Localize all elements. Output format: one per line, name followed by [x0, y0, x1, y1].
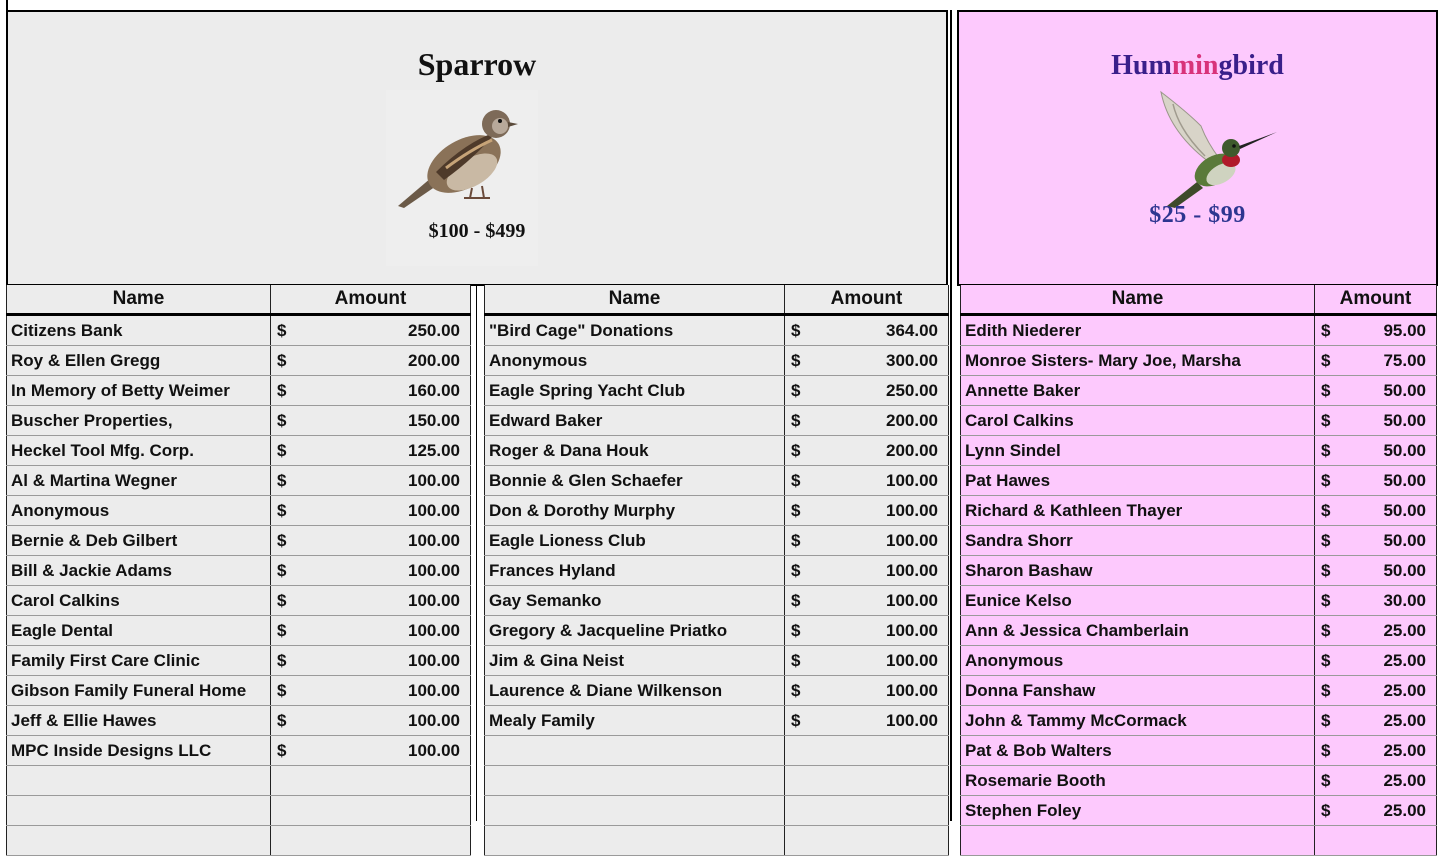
- amount-value: 50.00: [1383, 470, 1426, 490]
- table-row: [7, 796, 471, 826]
- currency-symbol: $: [1321, 471, 1331, 490]
- currency-symbol: $: [277, 711, 287, 730]
- table-row: [485, 646, 949, 676]
- donation-amount: [785, 526, 949, 556]
- donation-amount: [1315, 826, 1437, 856]
- amount-value: 100.00: [886, 590, 938, 610]
- currency-symbol: $: [277, 741, 287, 760]
- donation-amount: [271, 556, 471, 586]
- currency-symbol: $: [791, 381, 801, 400]
- donation-amount: [785, 796, 949, 826]
- table-row: [961, 706, 1437, 736]
- table-row: [7, 676, 471, 706]
- donor-name: Eagle Lioness Club: [485, 526, 785, 556]
- amount-value: 50.00: [1383, 440, 1426, 460]
- sparrow-banner: [6, 10, 948, 286]
- amount-value: 125.00: [408, 440, 460, 460]
- amount-value: 50.00: [1383, 410, 1426, 430]
- donation-amount: [1315, 586, 1437, 616]
- donation-amount: [271, 736, 471, 766]
- donation-amount: [1315, 616, 1437, 646]
- donation-amount: [785, 496, 949, 526]
- table-row: [485, 315, 949, 346]
- donation-amount: [785, 646, 949, 676]
- donor-name: Eunice Kelso: [961, 586, 1315, 616]
- donation-amount: [785, 315, 949, 346]
- donation-amount: [1315, 676, 1437, 706]
- donor-name: Donna Fanshaw: [961, 676, 1315, 706]
- hummingbird-title-part-3: gbird: [1218, 50, 1284, 81]
- amount-value: 100.00: [408, 470, 460, 490]
- donation-amount: [271, 616, 471, 646]
- amount-value: 100.00: [886, 620, 938, 640]
- currency-symbol: $: [277, 351, 287, 370]
- donor-name: Gregory & Jacqueline Priatko: [485, 616, 785, 646]
- donation-amount: [1315, 556, 1437, 586]
- column-header-name: Name: [961, 285, 1315, 315]
- amount-value: 50.00: [1383, 380, 1426, 400]
- donor-name: [485, 796, 785, 826]
- column-header-name: Name: [7, 285, 271, 315]
- donor-name: Don & Dorothy Murphy: [485, 496, 785, 526]
- donor-name: Anonymous: [961, 646, 1315, 676]
- hummingbird-title-part-1: Hum: [1111, 50, 1172, 81]
- donor-name: Family First Care Clinic: [7, 646, 271, 676]
- sparrow-title: Sparrow: [417, 46, 537, 82]
- donor-name: Carol Calkins: [7, 586, 271, 616]
- amount-value: 250.00: [886, 380, 938, 400]
- donor-name: Annette Baker: [961, 376, 1315, 406]
- table-row: [961, 796, 1437, 826]
- table-row: [961, 496, 1437, 526]
- currency-symbol: $: [277, 561, 287, 580]
- table-row: [961, 406, 1437, 436]
- donation-amount: [785, 766, 949, 796]
- column-header-amount: Amount: [271, 285, 471, 315]
- donor-name: Buscher Properties,: [7, 406, 271, 436]
- table-row: [485, 736, 949, 766]
- currency-symbol: $: [791, 591, 801, 610]
- table-row: [485, 346, 949, 376]
- donation-amount: [785, 436, 949, 466]
- donor-name: Ann & Jessica Chamberlain: [961, 616, 1315, 646]
- table-row: [7, 706, 471, 736]
- donation-amount: [785, 466, 949, 496]
- donor-name: Bernie & Deb Gilbert: [7, 526, 271, 556]
- amount-value: 200.00: [886, 410, 938, 430]
- donation-amount: [1315, 796, 1437, 826]
- currency-symbol: $: [1321, 711, 1331, 730]
- donation-amount: [271, 796, 471, 826]
- donor-name: [485, 826, 785, 856]
- donor-name: Carol Calkins: [961, 406, 1315, 436]
- amount-value: 95.00: [1383, 320, 1426, 340]
- donor-name: Eagle Dental: [7, 616, 271, 646]
- currency-symbol: $: [277, 381, 287, 400]
- currency-symbol: $: [277, 591, 287, 610]
- amount-value: 50.00: [1383, 500, 1426, 520]
- donation-amount: [1315, 736, 1437, 766]
- table-row: [485, 826, 949, 856]
- hummingbird-price-range: $25 - $99: [1149, 202, 1246, 228]
- amount-value: 25.00: [1383, 650, 1426, 670]
- donor-name: Al & Martina Wegner: [7, 466, 271, 496]
- donation-amount: [785, 826, 949, 856]
- donation-amount: [785, 676, 949, 706]
- donation-amount: [1315, 526, 1437, 556]
- donor-name: Edith Niederer: [961, 315, 1315, 346]
- donor-name: Anonymous: [485, 346, 785, 376]
- currency-symbol: $: [1321, 681, 1331, 700]
- table-row: [961, 556, 1437, 586]
- donor-name: Pat & Bob Walters: [961, 736, 1315, 766]
- amount-value: 25.00: [1383, 770, 1426, 790]
- donation-amount: [785, 706, 949, 736]
- donor-name: Mealy Family: [485, 706, 785, 736]
- table-row: [961, 346, 1437, 376]
- table-row: [961, 376, 1437, 406]
- donor-name: [961, 826, 1315, 856]
- table-row: [961, 826, 1437, 856]
- donation-amount: [1315, 466, 1437, 496]
- hummingbird-image: [959, 12, 1436, 284]
- donation-amount: [271, 706, 471, 736]
- table-row: [485, 466, 949, 496]
- donation-amount: [271, 406, 471, 436]
- hummingbird-title-part-2: min: [1171, 50, 1219, 81]
- hummingbird-table: [960, 285, 1437, 856]
- amount-value: 364.00: [886, 320, 938, 340]
- donation-amount: [271, 315, 471, 346]
- currency-symbol: $: [791, 411, 801, 430]
- column-header-amount: Amount: [1315, 285, 1437, 315]
- donor-name: Frances Hyland: [485, 556, 785, 586]
- donation-amount: [1315, 376, 1437, 406]
- donor-name: Edward Baker: [485, 406, 785, 436]
- donor-name: [7, 766, 271, 796]
- currency-symbol: $: [1321, 321, 1331, 340]
- currency-symbol: $: [1321, 531, 1331, 550]
- donation-amount: [271, 766, 471, 796]
- amount-value: 25.00: [1383, 800, 1426, 820]
- currency-symbol: $: [1321, 561, 1331, 580]
- table-row: [7, 496, 471, 526]
- table-row: [961, 586, 1437, 616]
- amount-value: 100.00: [886, 680, 938, 700]
- table-row: [961, 676, 1437, 706]
- table-row: [485, 496, 949, 526]
- donor-name: Roy & Ellen Gregg: [7, 346, 271, 376]
- donor-name: Gay Semanko: [485, 586, 785, 616]
- amount-value: 100.00: [886, 530, 938, 550]
- donor-name: [485, 766, 785, 796]
- amount-value: 100.00: [408, 710, 460, 730]
- table-row: [7, 406, 471, 436]
- donor-name: MPC Inside Designs LLC: [7, 736, 271, 766]
- donation-amount: [1315, 346, 1437, 376]
- table-row: [7, 376, 471, 406]
- donor-name: Rosemarie Booth: [961, 766, 1315, 796]
- table-row: [961, 616, 1437, 646]
- sparrow-bird-image: [8, 12, 946, 284]
- table-row: [7, 586, 471, 616]
- currency-symbol: $: [277, 681, 287, 700]
- donation-amount: [271, 646, 471, 676]
- amount-value: 100.00: [408, 650, 460, 670]
- table-row: [485, 586, 949, 616]
- amount-value: 300.00: [886, 350, 938, 370]
- amount-value: 100.00: [408, 500, 460, 520]
- donor-name: Sandra Shorr: [961, 526, 1315, 556]
- table-row: [961, 526, 1437, 556]
- donation-amount: [1315, 496, 1437, 526]
- amount-value: 160.00: [408, 380, 460, 400]
- donation-amount: [785, 406, 949, 436]
- donation-amount: [785, 586, 949, 616]
- table-row: [485, 436, 949, 466]
- donor-name: Lynn Sindel: [961, 436, 1315, 466]
- table-row: [7, 466, 471, 496]
- table-row: [485, 796, 949, 826]
- currency-symbol: $: [1321, 411, 1331, 430]
- sparrow-table-1: [6, 285, 471, 856]
- table-row: [485, 376, 949, 406]
- hummingbird-banner: [957, 10, 1438, 286]
- currency-symbol: $: [791, 471, 801, 490]
- currency-symbol: $: [1321, 501, 1331, 520]
- donation-amount: [271, 496, 471, 526]
- amount-value: 100.00: [408, 680, 460, 700]
- column-divider: [476, 285, 477, 821]
- currency-symbol: $: [791, 321, 801, 340]
- donation-amount: [1315, 706, 1437, 736]
- currency-symbol: $: [791, 561, 801, 580]
- donation-amount: [1315, 315, 1437, 346]
- currency-symbol: $: [791, 441, 801, 460]
- currency-symbol: $: [277, 621, 287, 640]
- table-row: [961, 646, 1437, 676]
- donor-name: [7, 796, 271, 826]
- table-row: [485, 706, 949, 736]
- column-header-name: Name: [485, 285, 785, 315]
- sparrow-table-2: [484, 285, 949, 856]
- amount-value: 100.00: [408, 530, 460, 550]
- table-row: [961, 315, 1437, 346]
- currency-symbol: $: [1321, 591, 1331, 610]
- donation-amount: [271, 376, 471, 406]
- donation-amount: [785, 376, 949, 406]
- table-row: [961, 466, 1437, 496]
- amount-value: 50.00: [1383, 560, 1426, 580]
- column-header-amount: Amount: [785, 285, 949, 315]
- amount-value: 25.00: [1383, 710, 1426, 730]
- currency-symbol: $: [1321, 621, 1331, 640]
- donor-name: Laurence & Diane Wilkenson: [485, 676, 785, 706]
- amount-value: 75.00: [1383, 350, 1426, 370]
- donor-name: Stephen Foley: [961, 796, 1315, 826]
- table-row: [7, 826, 471, 856]
- donation-amount: [271, 826, 471, 856]
- amount-value: 250.00: [408, 320, 460, 340]
- currency-symbol: $: [277, 321, 287, 340]
- donor-name: "Bird Cage" Donations: [485, 315, 785, 346]
- donation-amount: [1315, 646, 1437, 676]
- donation-amount: [271, 586, 471, 616]
- amount-value: 100.00: [408, 740, 460, 760]
- donation-amount: [271, 436, 471, 466]
- amount-value: 200.00: [886, 440, 938, 460]
- separator-line: [950, 10, 952, 821]
- donation-amount: [271, 466, 471, 496]
- donation-amount: [1315, 406, 1437, 436]
- table-row: [961, 766, 1437, 796]
- table-row: [485, 526, 949, 556]
- donor-name: Pat Hawes: [961, 466, 1315, 496]
- table-row: [485, 676, 949, 706]
- table-row: [7, 436, 471, 466]
- currency-symbol: $: [791, 711, 801, 730]
- currency-symbol: $: [791, 351, 801, 370]
- donor-name: Bill & Jackie Adams: [7, 556, 271, 586]
- donor-name: Jim & Gina Neist: [485, 646, 785, 676]
- table-row: [7, 526, 471, 556]
- table-row: [485, 406, 949, 436]
- donor-name: Citizens Bank: [7, 315, 271, 346]
- donor-name: Gibson Family Funeral Home: [7, 676, 271, 706]
- table-row: [7, 646, 471, 676]
- amount-value: 150.00: [408, 410, 460, 430]
- donor-name: [485, 736, 785, 766]
- donor-name: In Memory of Betty Weimer: [7, 376, 271, 406]
- amount-value: 200.00: [408, 350, 460, 370]
- donor-name: Roger & Dana Houk: [485, 436, 785, 466]
- amount-value: 25.00: [1383, 740, 1426, 760]
- amount-value: 25.00: [1383, 620, 1426, 640]
- donation-amount: [1315, 766, 1437, 796]
- amount-value: 25.00: [1383, 680, 1426, 700]
- donor-name: Monroe Sisters- Mary Joe, Marsha: [961, 346, 1315, 376]
- donation-amount: [1315, 436, 1437, 466]
- donation-amount: [785, 736, 949, 766]
- currency-symbol: $: [791, 651, 801, 670]
- amount-value: 100.00: [886, 470, 938, 490]
- currency-symbol: $: [277, 651, 287, 670]
- donor-name: John & Tammy McCormack: [961, 706, 1315, 736]
- currency-symbol: $: [277, 411, 287, 430]
- currency-symbol: $: [277, 471, 287, 490]
- currency-symbol: $: [1321, 651, 1331, 670]
- currency-symbol: $: [791, 501, 801, 520]
- table-row: [485, 616, 949, 646]
- table-row: [7, 766, 471, 796]
- amount-value: 100.00: [886, 560, 938, 580]
- donor-name: Heckel Tool Mfg. Corp.: [7, 436, 271, 466]
- table-row: [7, 616, 471, 646]
- currency-symbol: $: [1321, 441, 1331, 460]
- currency-symbol: $: [791, 531, 801, 550]
- table-row: [485, 556, 949, 586]
- donation-amount: [785, 346, 949, 376]
- amount-value: 100.00: [886, 710, 938, 730]
- currency-symbol: $: [1321, 381, 1331, 400]
- amount-value: 100.00: [408, 620, 460, 640]
- table-row: [7, 315, 471, 346]
- donation-amount: [271, 526, 471, 556]
- sparrow-price-range: $100 - $499: [428, 220, 526, 242]
- donation-amount: [271, 676, 471, 706]
- table-row: [7, 346, 471, 376]
- currency-symbol: $: [1321, 801, 1331, 820]
- currency-symbol: $: [1321, 741, 1331, 760]
- donor-name: [7, 826, 271, 856]
- currency-symbol: $: [277, 501, 287, 520]
- table-row: [7, 556, 471, 586]
- table-row: [961, 436, 1437, 466]
- donation-amount: [271, 346, 471, 376]
- donor-name: Richard & Kathleen Thayer: [961, 496, 1315, 526]
- donation-amount: [785, 616, 949, 646]
- currency-symbol: $: [1321, 351, 1331, 370]
- amount-value: 100.00: [408, 560, 460, 580]
- currency-symbol: $: [791, 681, 801, 700]
- table-row: [961, 736, 1437, 766]
- donor-name: Eagle Spring Yacht Club: [485, 376, 785, 406]
- amount-value: 100.00: [886, 500, 938, 520]
- donor-name: Sharon Bashaw: [961, 556, 1315, 586]
- amount-value: 100.00: [886, 650, 938, 670]
- amount-value: 50.00: [1383, 530, 1426, 550]
- amount-value: 30.00: [1383, 590, 1426, 610]
- currency-symbol: $: [277, 441, 287, 460]
- amount-value: 100.00: [408, 590, 460, 610]
- donor-name: Anonymous: [7, 496, 271, 526]
- donor-name: Jeff & Ellie Hawes: [7, 706, 271, 736]
- table-row: [7, 736, 471, 766]
- table-row: [485, 766, 949, 796]
- currency-symbol: $: [277, 531, 287, 550]
- currency-symbol: $: [791, 621, 801, 640]
- donation-amount: [785, 556, 949, 586]
- donor-name: Bonnie & Glen Schaefer: [485, 466, 785, 496]
- currency-symbol: $: [1321, 771, 1331, 790]
